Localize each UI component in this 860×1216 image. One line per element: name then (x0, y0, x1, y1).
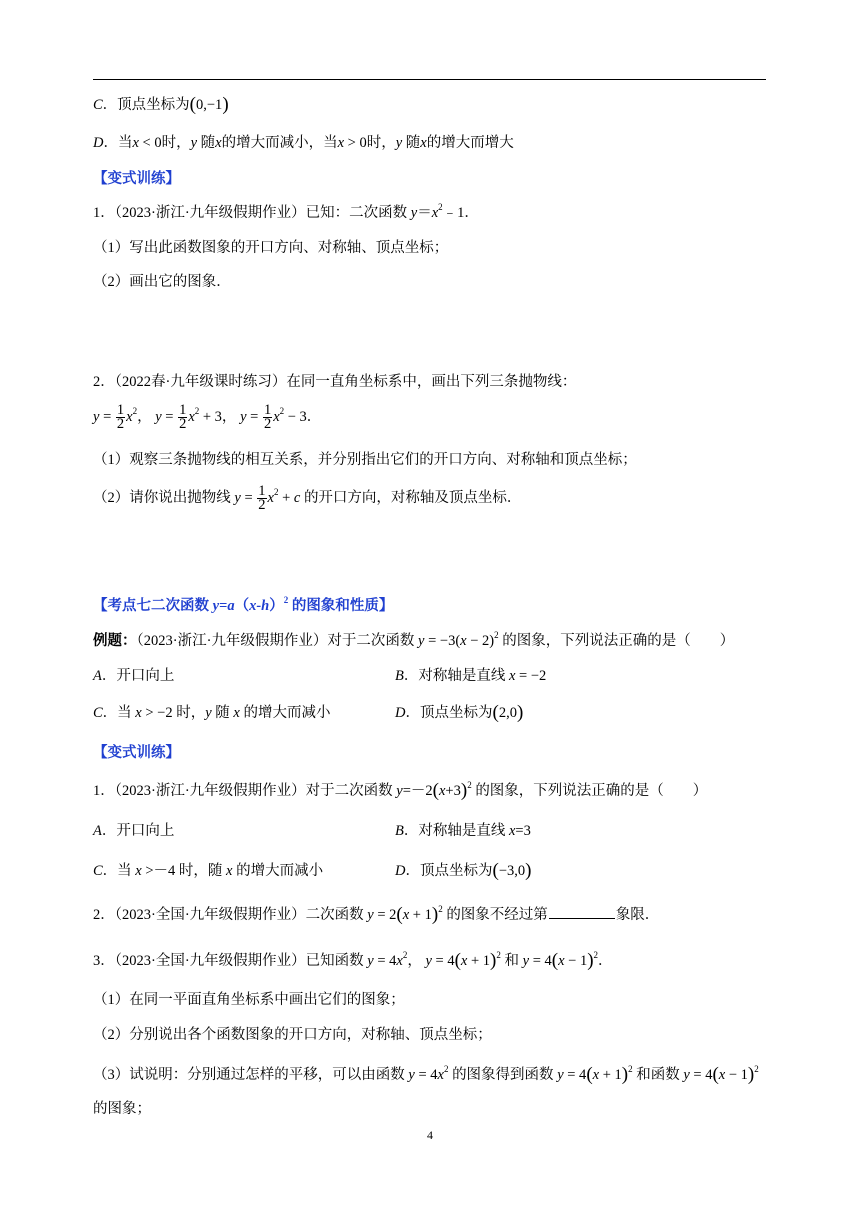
v1-option-c: C．当 x >－4 时，随 x 的增大而减小 (93, 863, 324, 879)
q2-equations: y = $\frac{1}{2}$ $x^2$， y = $\frac{1}{2}$ $x^2 + 3$， y = $\frac{1}{2}$ $x^2 - 3$． (93, 402, 322, 433)
v1-option-b: B．对称轴是直线 x=3 (395, 823, 531, 839)
v1-intro: 1．（2023·浙江·九年级假期作业）对于二次函数 $y=-2(x+3)^2$ 的图象，下列说法正确的是（ ） (93, 780, 708, 801)
q2-part1: （1）观察三条抛物线的相互关系，并分别指出它们的开口方向、对称轴和顶点坐标； (93, 452, 637, 468)
example-option-a: A．开口向上 (93, 668, 175, 684)
q1-part1: （1）写出此函数图象的开口方向、对称轴、顶点坐标； (93, 240, 449, 256)
answer-blank[interactable] (549, 905, 615, 919)
v3-part3: （3）试说明：分别通过怎样的平移，可以由函数 $y = 4x^2$ 的图象得到函数 $y = 4(x + 1)^2$ 和函数 $y = 4(x - 1)^2$ (93, 1064, 759, 1085)
v2-question: 2．（2023·全国·九年级假期作业）二次函数 $y = 2(x + 1)^2$ 的图象不经过第 象限． (93, 904, 660, 925)
v1-option-a: A．开口向上 (93, 823, 175, 839)
example-option-b: B．对称轴是直线 x = −2 (395, 668, 547, 684)
q2-intro: 2．（2022春·九年级课时练习）在同一直角坐标系中，画出下列三条抛物线： (93, 374, 577, 390)
header-rule (93, 79, 766, 80)
example-intro: 例题：（2023·浙江·九年级假期作业）对于二次函数 $y = -3(x - 2)^2$ 的图象，下列说法正确的是（ ） (93, 630, 735, 649)
q1-intro: 1．（2023·浙江·九年级假期作业）已知：二次函数 $y=x^2﹣1$． (93, 202, 479, 221)
variant-heading-2: 【变式训练】 (93, 745, 180, 761)
example-option-c: C．当 x > −2 时，y 随 x 的增大而减小 (93, 705, 331, 721)
kp7-heading: 【考点七二次函数 $y=a(x-h)^2$ 的图象和性质】 (93, 595, 394, 614)
variant-heading-1: 【变式训练】 (93, 171, 180, 187)
v3-part1: （1）在同一平面直角坐标系中画出它们的图象； (93, 992, 405, 1008)
v3-part3-cont: 的图象； (93, 1101, 151, 1117)
page-number: 4 (427, 1128, 433, 1142)
q1-part2: （2）画出它的图象． (93, 274, 231, 290)
q2-part2: （2）请你说出抛物线 y = $\frac{1}{2}$ $x^2 + c$ 的开口方向，对称轴及顶点坐标． (93, 483, 522, 514)
v3-intro: 3．（2023·全国·九年级假期作业）已知函数 $y = 4x^2$， $y = 4(x + 1)^2$ 和 $y = 4(x - 1)^2$． (93, 950, 613, 971)
v1-option-d: D．顶点坐标为(−3,0) (395, 860, 532, 881)
example-option-d: D．顶点坐标为(2,0) (395, 702, 524, 723)
v3-part2: （2）分别说出各个函数图象的开口方向，对称轴、顶点坐标； (93, 1027, 492, 1043)
prev-option-d: D．当x < 0时，y 随x的增大而减小，当x > 0时，y 随x的增大而增大 (93, 135, 514, 151)
prev-option-c: C．顶点坐标为(0,−1) (93, 94, 229, 115)
